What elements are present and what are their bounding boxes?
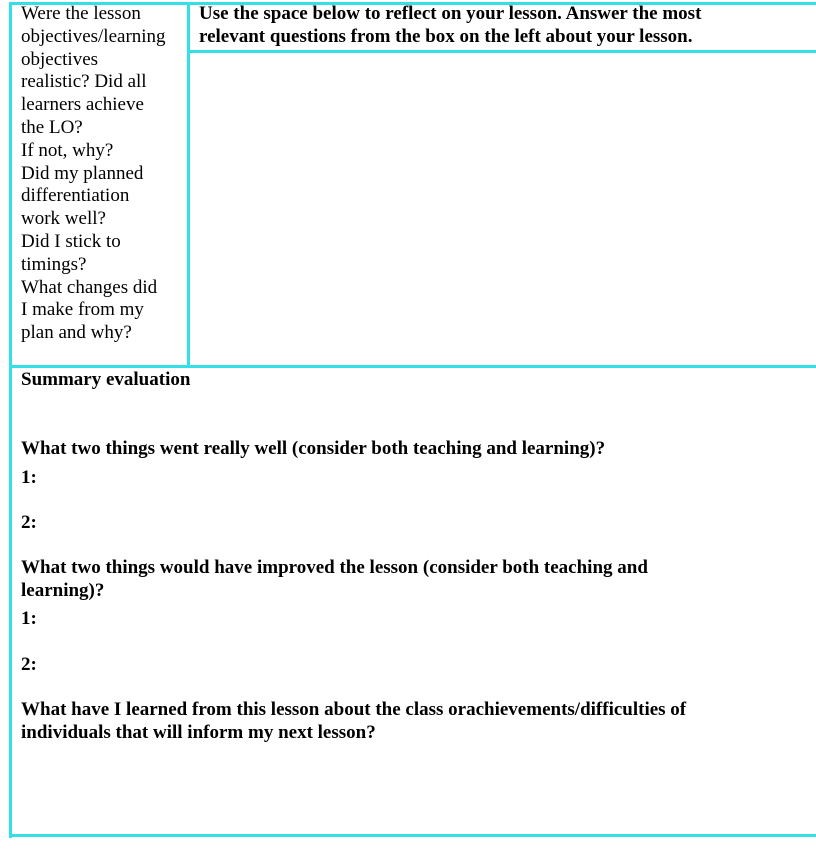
prompt-line: I make from my (21, 299, 144, 321)
prompt-line: plan and why? (21, 322, 132, 344)
row-divider (10, 365, 816, 368)
reflection-instructions (199, 3, 701, 49)
table-left-border (9, 2, 12, 838)
improve-question-line: What two things would have improved the lesson (consider both teaching and (21, 557, 648, 578)
improve-item-1[interactable]: 1: (21, 608, 37, 629)
prompt-line: objectives/learning (21, 25, 166, 47)
prompt-line: timings? (21, 253, 87, 275)
prompt-line: objectives (21, 48, 99, 70)
prompt-line: the LO? (21, 116, 83, 138)
prompt-line: Did I stick to (21, 230, 121, 252)
prompt-line: learners achieve (21, 94, 144, 116)
prompt-line: work well? (21, 208, 106, 230)
prompt-questions (21, 3, 166, 345)
learned-question (21, 699, 686, 745)
instruction-line: Use the space below to reflect on your lesson. Answer the most (199, 3, 702, 24)
reflection-answer-area[interactable] (190, 53, 816, 365)
improve-question-line: learning)? (21, 579, 105, 601)
went-well-question: What two things went really well (consider both teaching and learning)? (21, 438, 606, 459)
prompt-line: If not, why? (21, 139, 114, 161)
instruction-line: relevant questions from the box on the left about your lesson. (199, 25, 693, 47)
summary-heading: Summary evaluation (21, 369, 191, 390)
prompt-line: realistic? Did all (21, 71, 147, 93)
prompt-line: Were the lesson (21, 3, 141, 24)
prompt-line: Did my planned (21, 162, 144, 184)
learned-question-line: What have I learned from this lesson about the class orachievements/difficulties of (21, 699, 687, 720)
prompt-line: differentiation (21, 185, 130, 207)
improve-item-2[interactable]: 2: (21, 654, 37, 675)
learned-question-line: individuals that will inform my next lesson? (21, 721, 376, 743)
improve-question (21, 557, 648, 603)
prompt-line: What changes did (21, 276, 158, 298)
went-well-item-1[interactable]: 1: (21, 467, 37, 488)
table-bottom-border (10, 834, 816, 837)
went-well-item-2[interactable]: 2: (21, 512, 37, 533)
